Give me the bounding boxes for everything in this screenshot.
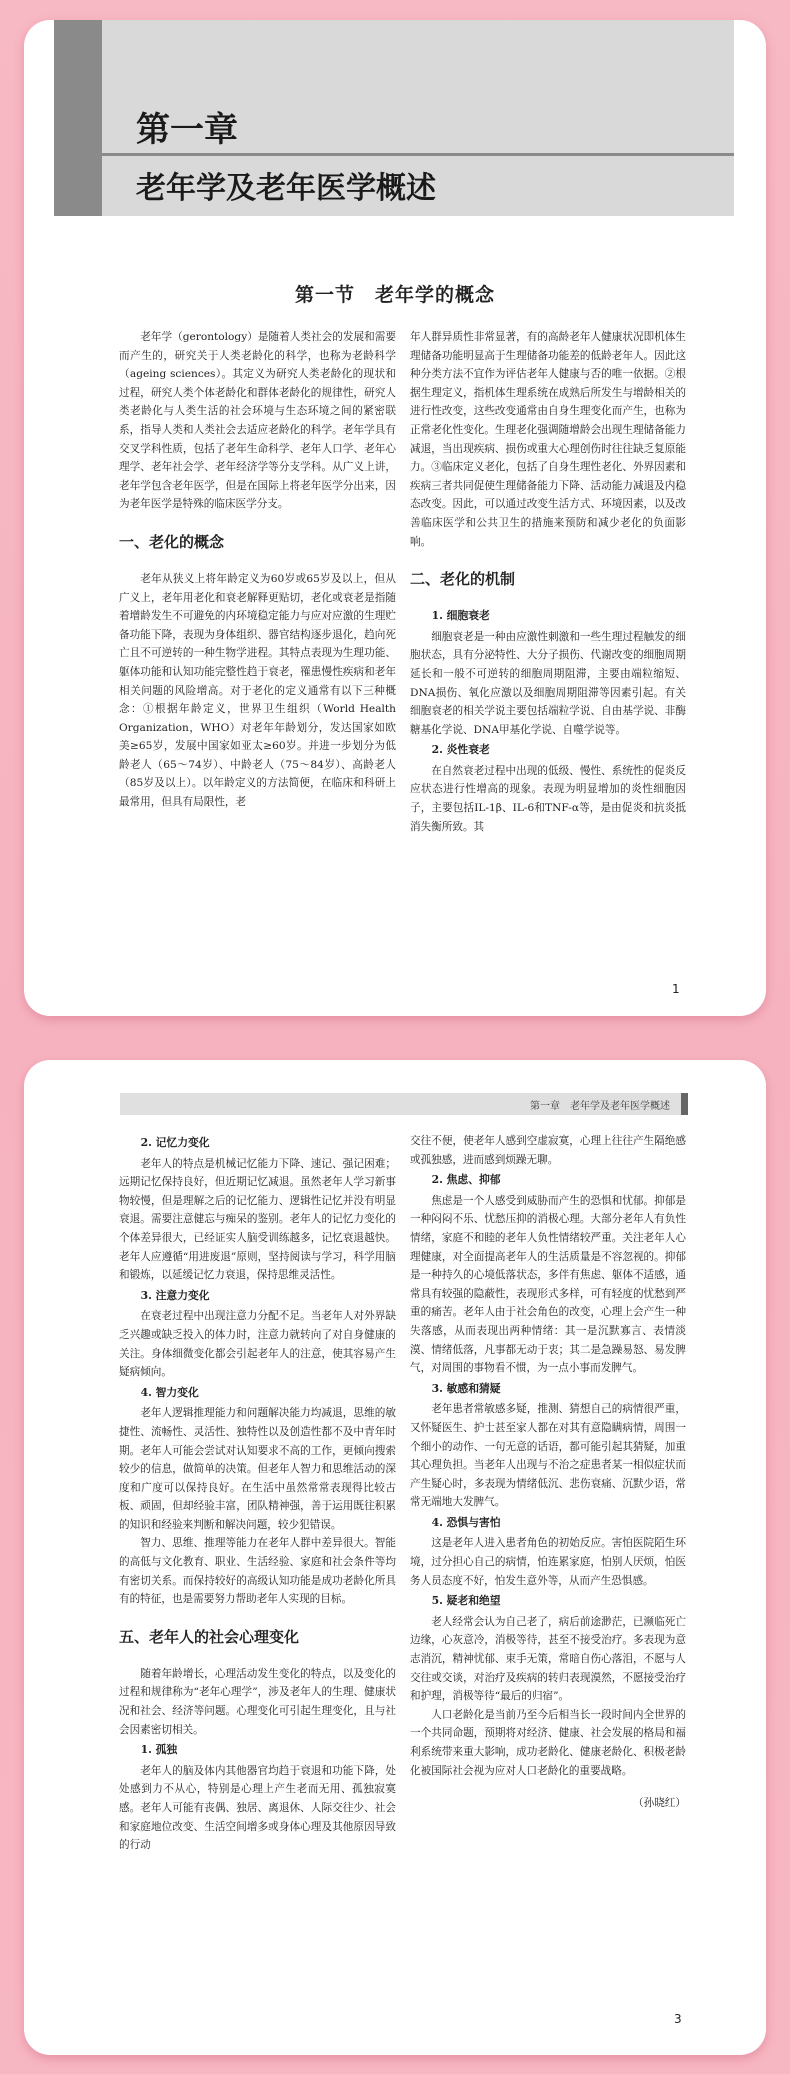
page-3: [24, 1060, 766, 2055]
subheading-loneliness: 1. 孤独: [140, 1743, 178, 1757]
page-number: 1: [672, 982, 680, 996]
heading-aging-mechanism: 二、老化的机制: [410, 570, 516, 589]
subheading-suspicion: 3. 敏感和猜疑: [431, 1381, 501, 1395]
subheading-cell-senescence: 1. 细胞衰老: [431, 609, 490, 623]
author-signature: （孙晓红）: [633, 1797, 686, 1810]
fear-paragraph: 这是老年人进入患者角色的初始反应。害怕医院陌生环境，过分担心自己的病情，怕连累家庭，怕别人厌烦，怕医务人员态度不好，怕发生意外等，从而产生恐惧感。: [410, 1537, 686, 1587]
page1-right-column: [410, 328, 686, 836]
page-number: 3: [674, 2012, 682, 2026]
loneliness-paragraph: 老年人的脑及体内其他器官均趋于衰退和功能下降，处处感到力不从心，特别是心理上产生老而无用、孤独寂寞感。老年人可能有丧偶、独居、离退休、人际交往少、社会和家庭地位改变、生活空间增多或身体心理及其他原因导致的行动: [119, 1764, 396, 1852]
memory-paragraph: 老年人的特点是机械记忆能力下降、速记、强记困难；远期记忆保持良好，但近期记忆减退。虽然老年人学习新事物较慢，但是理解之后的记忆能力、逻辑性记忆并没有明显衰退。需要注意健忘与痴呆的鉴别。老年人的记忆力变化的个体差异很大，已经证实人脑受训练越多，记忆衰退越快。老年人应遵循“用进废退”原则，坚持阅读与学习，科学用脑和锻炼，以延缓记忆力衰退，保持思维灵活性。: [119, 1157, 396, 1282]
heading-social-psychology: 五、老年人的社会心理变化: [119, 1627, 300, 1646]
chapter-number: 第一章: [136, 110, 238, 150]
subheading-intelligence: 4. 智力变化: [140, 1385, 199, 1399]
page-1: [24, 20, 766, 1016]
intelligence-paragraph: 老年人逻辑推理能力和问题解决能力均减退，思维的敏捷性、流畅性、灵活性、独特性以及创造性都不及中青年时期。老年人可能会尝试对认知要求不高的工作，更倾向搜索较少的信息，做简单的决策。但老年人智力和思维活动的深度和广度可以保持良好。在生活中虽然常常表现得比较古板、顽固，但却经验丰富，团队精神强，善于运用既往积累的知识和经验来判断和解决问题，较少犯错误。: [119, 1407, 396, 1531]
heading-aging-concept: 一、老化的概念: [119, 532, 225, 551]
social-psychology-paragraph: 随着年龄增长，心理活动发生变化的特点，以及变化的过程和规律称为“老年心理学”，涉及老年人的生理、健康状况和社会、经济等问题。心理变化可引起生理变化，且与社会因素密切相关。: [119, 1667, 396, 1736]
running-header: [120, 1093, 688, 1115]
running-header-tab: [681, 1093, 688, 1115]
aging-strategy-paragraph: 人口老龄化是当前乃至今后相当长一段时间内全世界的一个共同命题，预期将对经济、健康、社会发展的格局和福利系统带来重大影响，成功老龄化、健康老龄化、积极老龄化被国际社会视为应对人口老龄化的重要战略。: [410, 1708, 686, 1777]
chapter-header-accent-bar: [54, 20, 102, 216]
subheading-despair: 5. 疑老和绝望: [431, 1594, 501, 1608]
page3-left-column: [119, 1132, 396, 1855]
intelligence-paragraph-2: 智力、思维、推理等能力在老年人群中差异很大。智能的高低与文化教育、职业、生活经验、家庭和社会条件等均有密切关系。而保持较好的高级认知功能是成功老龄化所具有的特征，也是需要努力帮助老年人实现的目标。: [119, 1537, 396, 1606]
chapter-title: 老年学及老年医学概述: [136, 171, 436, 206]
subheading-attention: 3. 注意力变化: [140, 1288, 210, 1302]
running-header-text: 第一章 老年学及老年医学概述: [530, 1101, 670, 1112]
anxiety-paragraph: 焦虑是一个人感受到威胁而产生的恐惧和忧郁。抑郁是一种闷闷不乐、忧愁压抑的消极心理。大部分老年人有负性情绪，家庭不和睦的老年人负性情绪较严重。关注老年人心理健康，对全面提高老年人的生活质量是不容忽视的。抑郁是一种持久的心境低落状态，多伴有焦虑、躯体不适感，通常具有较强的隐蔽性，表现形式多样，可有轻度的忧愁到严重的痛苦。老年人由于社会角色的改变，心理上会产生一种失落感，从而表现出两种情绪：其一是沉默寡言、表情淡漠、情绪低落，凡事都无动于衷；其二是急躁易怒、易发脾气，对周围的事物看不惯，为一点小事而发脾气。: [410, 1194, 686, 1375]
page3-right-column: [410, 1132, 686, 1813]
page1-left-column: [119, 328, 396, 812]
subheading-inflammaging: 2. 炎性衰老: [431, 743, 490, 757]
aging-concept-paragraph: 老年从狭义上将年龄定义为60岁或65岁及以上，但从广义上，老年用老化和衰老解释更贴切，老化或衰老是指随着增龄发生不可避免的内环境稳定能力与应对应激的生理贮备功能下降，表现为身体组织、器官结构逐步退化，趋向死亡且不可逆转的一种生物学进程。其特点表现为生理功能、躯体功能和认知功能完整性趋于衰老，罹患慢性疾病和老年相关问题的风险增高。对于老化的定义通常有以下三种概念：①根据年龄定义，世界卫生组织（World Health Organization，WHO）对老年年龄划分，发达国家如欧美≥65岁，发展中国家如亚太≥60岁。并进一步划分为低龄老人（65～74岁）、中龄老人（75～84岁）、高龄老人（85岁及以上）。以年龄定义的方法简便，在临床和科研上最常用，但具有局限性，老: [119, 572, 396, 809]
subheading-memory: 2. 记忆力变化: [140, 1136, 210, 1149]
section-title: 第一节 老年学的概念: [294, 284, 495, 306]
despair-paragraph: 老人经常会认为自己老了，病后前途渺茫，已濒临死亡边缘，心灰意冷，消极等待，甚至不接受治疗。多表现为意志消沉，精神忧郁、束手无策，常暗自伤心落泪，不愿与人交往或交谈，对治疗及疾病的转归表现漠然，不愿接受治疗和护理，消极等待“最后的归宿”。: [410, 1615, 686, 1703]
intro-paragraph: 老年学（gerontology）是随着人类社会的发展和需要而产生的，研究关于人类老龄化的科学，也称为老龄科学（ageing sciences）。其定义为研究人类老龄化的现状和过程，研究人类个体老龄化和群体老龄化的规律性，研究人类老龄化与人类生活的社会环境与生态环境之间的紧密联系，指导人类和人类社会去适应老龄化的科学。老年学具有交叉学科性质，包括了老年生命科学、老年人口学、老年心理学、老年社会学、老年经济学等分支学科。从广义上讲，老年学包含老年医学，但是在国际上将老年医学分出来，因为老年医学是特殊的临床医学分支。: [119, 331, 396, 511]
subheading-fear: 4. 恐惧与害怕: [431, 1515, 501, 1529]
suspicion-paragraph: 老年患者常敏感多疑，推测、猜想自己的病情很严重，又怀疑医生、护士甚至家人都在对其有意隐瞒病情，周围一个细小的动作、一句无意的话语，都可能引起其猜疑，加重其心理负担。当老年人出现与不治之症患者某一相似症状而产生疑心时，多表现为情绪低沉、悲伤衰痛、沉默少语，常常无端地大发脾气。: [410, 1403, 686, 1509]
chapter-header-divider: [102, 153, 734, 156]
inflammaging-paragraph: 在自然衰老过程中出现的低级、慢性、系统性的促炎反应状态进行性增高的现象。表现为明显增加的炎性细胞因子，主要包括IL-1β、IL-6和TNF-α等，是由促炎和抗炎抵消失衡所致。其: [410, 764, 686, 833]
aging-definition-paragraph: 年人群异质性非常显著，有的高龄老年人健康状况即机体生理储备功能明显高于生理储备功能差的低龄老年人。因此这种分类方法不宜作为评估老年人健康与否的唯一依据。②根据生理定义，指机体生理系统在成熟后所发生与增龄相关的进行性改变，这些改变通常由自身生理变化而产生，也称为正常老化性变化。生理老化强调随增龄会出现生理储备能力减退，当出现疾病、损伤或重大心理创伤时往往缺乏复原能力。③临床定义老化，包括了自身生理性老化、外界因素和疾病三者共同促使生理储备能力下降、活动能力减退及内稳态改变。因此，可以通过改变生活方式、环境因素，以及改善临床医学和公共卫生的措施来预防和减少老化的负面影响。: [410, 331, 686, 548]
loneliness-paragraph-cont: 交往不便，使老年人感到空虚寂寞，心理上往往产生隔绝感或孤独感，进而感到烦躁无聊。: [410, 1135, 686, 1166]
cell-senescence-paragraph: 细胞衰老是一种由应激性刺激和一些生理过程触发的细胞状态，具有分泌特性、大分子损伤、代谢改变的细胞周期延长和一般不可逆转的细胞周期阻滞，主要由端粒缩短、DNA损伤、氧化应激以及细胞周期阻滞等因素引起。有关细胞衰老的相关学说主要包括端粒学说、自由基学说、非酶糖基化学说、DNA甲基化学说、自噬学说等。: [410, 630, 686, 736]
subheading-anxiety: 2. 焦虑、抑郁: [431, 1173, 501, 1187]
attention-paragraph: 在衰老过程中出现注意力分配不足。当老年人对外界缺乏兴趣或缺乏投入的体力时，注意力就转向了对自身健康的关注。身体细微变化都会引起老年人的注意，使其容易产生疑病倾向。: [119, 1310, 396, 1379]
